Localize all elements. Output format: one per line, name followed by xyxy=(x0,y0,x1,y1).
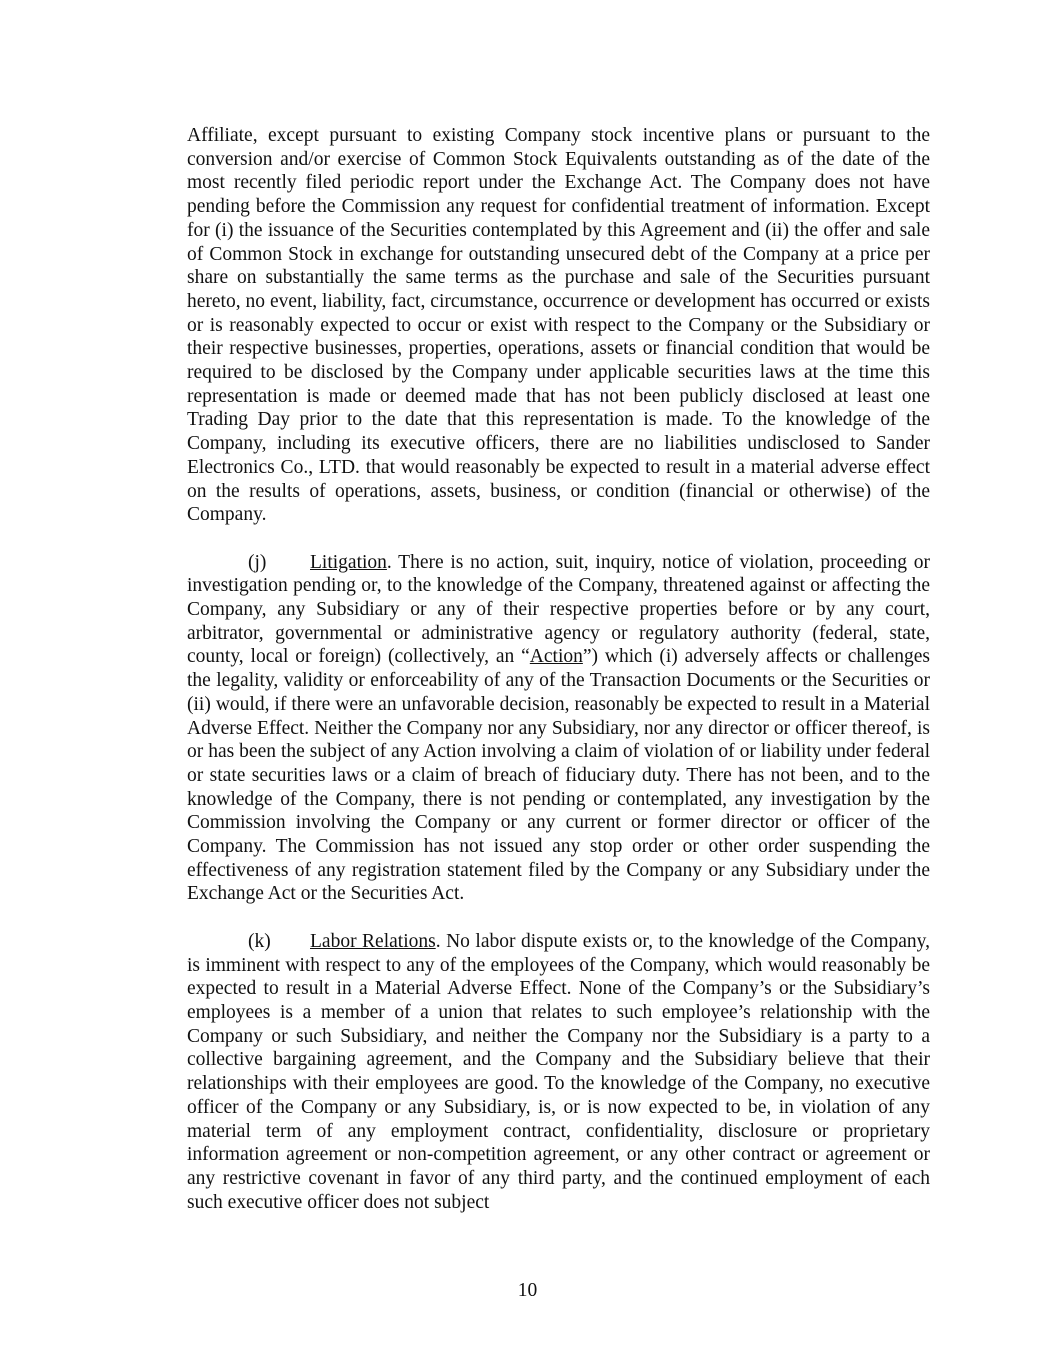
page-number: 10 xyxy=(517,1280,538,1301)
section-heading-litigation: Litigation xyxy=(310,551,387,573)
paragraph-labor-relations xyxy=(187,930,930,1214)
paragraph-text: ”) which (i) adversely affects or challenges the legality, validity or enforceability of any of the Transaction Documents or the Securities or (ii) would, if there were an unfavorable decision, reasonably be expected to result in a Material Adverse Effect. Neither the Company nor any Subsidiary, nor any director or officer thereof, is or has been the subject of any Action involving a claim of violation of or liability under federal or state securities laws or a claim of breach of fiduciary duty. There has not been, and to the knowledge of the Company, there is not pending or contemplated, any investigation by the Commission involving the Company or any current or former director or officer of the Company. The Commission has not issued any stop order or other order suspending the effectiveness of any registration statement filed by the Company or any Subsidiary under the Exchange Act or the Securities Act. xyxy=(187,646,930,905)
paragraph-text: Affiliate, except pursuant to existing Company stock incentive plans or pursuant to the conversion and/or exercise of Common Stock Equivalents outstanding as of the date of the most recently filed periodic report under the Exchange Act. The Company does not have pending before the Commission any request for confidential treatment of information. Except for (i) the issuance of the Securities contemplated by this Agreement and (ii) the offer and sale of Common Stock in exchange for outstanding unsecured debt of the Company at a price per share on substantially the same terms as the purchase and sale of the Securities pursuant hereto, no event, liability, fact, circumstance, occurrence or development has occurred or exists or is reasonably expected to occur or exist with respect to the Company or the Subsidiary or their respective businesses, properties, operations, assets or financial condition that would be required to be disclosed by the Company under applicable securities laws at the time this representation is made or deemed made that has not been publicly disclosed at least one Trading Day prior to the date that this representation is made. To the knowledge of the Company, including its executive officers, there are no liabilities undisclosed to Sander Electronics Co., LTD. that would reasonably be expected to result in a material adverse effect on the results of operations, assets, business, or condition (financial or otherwise) of the Company. xyxy=(187,125,930,526)
defined-term-action: Action xyxy=(529,646,583,668)
section-marker: (j) xyxy=(248,551,267,573)
paragraph-litigation xyxy=(187,551,930,907)
section-heading-labor-relations: Labor Relations xyxy=(310,930,436,952)
paragraph-text: . There is no action, suit, inquiry, notice of violation, proceeding or investigation pending or, to the knowledge of the Company, threatened against or affecting the Company, any Subsidiary or any of their respective properties before or by any court, arbitrator, governmental or administrative agency or regulatory authority (federal, state, county, local or foreign) (collectively, an “ xyxy=(187,551,930,668)
paragraph-continuation xyxy=(187,124,930,527)
document-body xyxy=(187,124,930,1238)
paragraph-text: . No labor dispute exists or, to the knowledge of the Company, is imminent with respect to any of the employees of the Company, which would reasonably be expected to result in a Material Adverse Effect. None of the Company’s or the Subsidiary’s employees is a member of a union that relates to such employee’s relationship with the Company or such Subsidiary, and neither the Company nor the Subsidiary is a party to a collective bargaining agreement, and the Company and the Subsidiary believe that their relationships with their employees are good. To the knowledge of the Company, no executive officer of the Company or any Subsidiary, is, or is now expected to be, in violation of any material term of any employment contract, confidentiality, disclosure or proprietary information agreement or non-competition agreement, or any other contract or agreement or any restrictive covenant in favor of any third party, and the continued employment of each such executive officer does not subject xyxy=(187,930,931,1213)
section-marker: (k) xyxy=(248,930,271,952)
